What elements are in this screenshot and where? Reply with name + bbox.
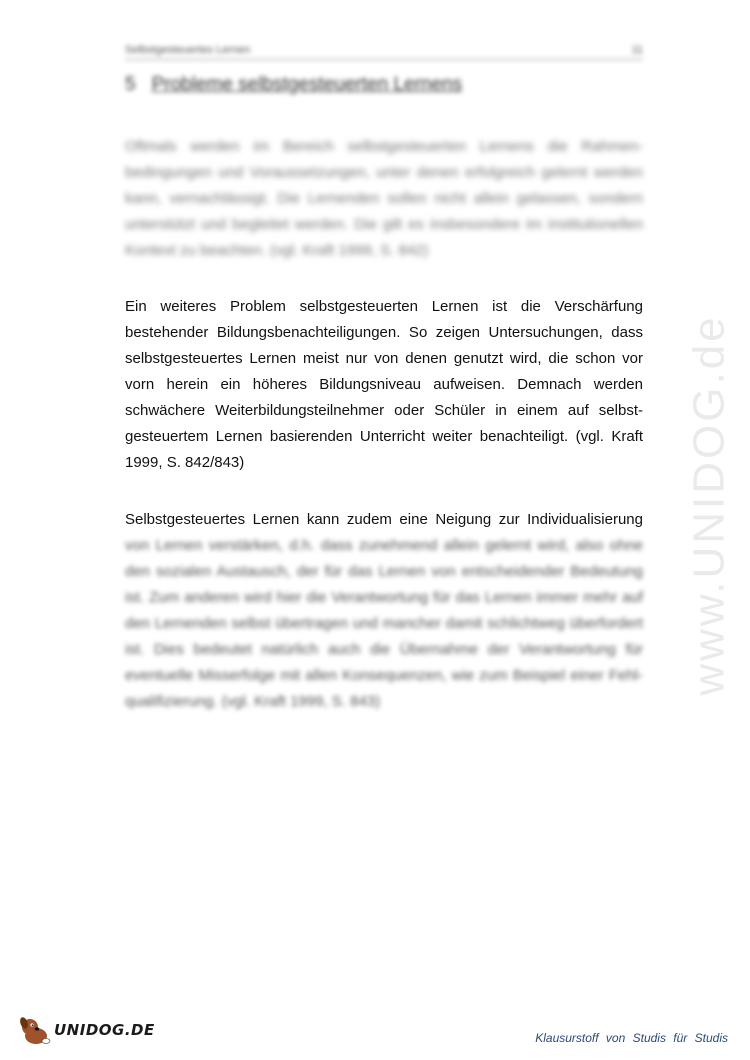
text-line: qualifizierung. (vgl. Kraft 1999, S. 843)	[125, 693, 381, 710]
text-line: schwächere Weiterbildungsteilnehmer oder Schüler in einem auf selbst-	[125, 402, 643, 419]
chapter-number: 5	[125, 74, 136, 95]
chapter-title: Probleme selbstgesteuerten Lernens	[151, 74, 463, 95]
text-line: Kontext zu beachten. (vgl. Kraft 1999, S. 842)	[125, 242, 429, 259]
text-line: Selbstgesteuertes Lernen kann zudem eine Neigung zur Individualisierung	[125, 511, 643, 528]
text-line: kann, vernachlässigt. Die Lernenden sollen nicht allein gelassen, sondern	[125, 190, 643, 207]
text-line: unterstützt und begleitet werden. Die gilt es insbesondere im institutionellen	[125, 216, 643, 233]
text-line: eventuelle Misserfolge mit allen Konsequenzen, wie zum Beispiel einer Fehl-	[125, 667, 643, 684]
page-number: 11	[631, 44, 643, 56]
text-line: selbstgesteuertes Lernen meist nur von denen genutzt wird, die schon vor	[125, 350, 643, 367]
footer-tagline: Klausurstoff von Studis für Studis	[535, 1031, 728, 1045]
text-line: ist. Zum anderen wird hier die Verantwortung für das Lernen immer mehr auf	[125, 589, 643, 606]
text-line: ist. Dies bedeutet natürlich auch die Übernahme der Verantwortung für	[125, 641, 643, 658]
paragraph-individualisierung	[125, 507, 643, 715]
watermark	[655, 280, 750, 730]
text-line: 1999, S. 842/843)	[125, 454, 245, 471]
unidog-logo[interactable]	[18, 1014, 155, 1046]
text-line: gesteuertem Lernen basierenden Unterricht weiter benachteiligt. (vgl. Kraft	[125, 428, 643, 445]
dog-icon	[18, 1014, 52, 1046]
text-line: Oftmals werden im Bereich selbstgesteuerten Lernens die Rahmen-	[125, 138, 643, 155]
logo-text: UNIDOG.DE	[54, 1021, 155, 1039]
watermark-text: www.UNIDOG.de	[685, 314, 735, 696]
text-line: den Lernenden selbst übertragen und mancher damit schlichtweg überfordert	[125, 615, 643, 632]
text-line: bestehender Bildungsbenachteiligungen. So zeigen Untersuchungen, dass	[125, 324, 643, 341]
text-line: bedingungen und Voraussetzungen, unter denen erfolgreich gelernt werden	[125, 164, 643, 181]
paragraph-bildungsbenachteiligung	[125, 294, 643, 476]
blurred-text	[125, 533, 643, 715]
text-line: den sozialen Austausch, der für das Lernen von entscheidender Bedeutung	[125, 563, 643, 580]
chapter-heading	[125, 74, 643, 96]
paragraph-blurred-intro	[125, 134, 643, 264]
text-line: von Lernen verstärken, d.h. dass zunehmend allein gelernt wird, also ohne	[125, 537, 643, 554]
running-header	[125, 44, 643, 60]
running-title: Selbstgesteuertes Lernen	[125, 44, 251, 56]
text-line: vorn herein ein höheres Bildungsniveau aufweisen. Demnach werden	[125, 376, 643, 393]
text-line: Ein weiteres Problem selbstgesteuerten Lernen ist die Verschärfung	[125, 298, 643, 315]
